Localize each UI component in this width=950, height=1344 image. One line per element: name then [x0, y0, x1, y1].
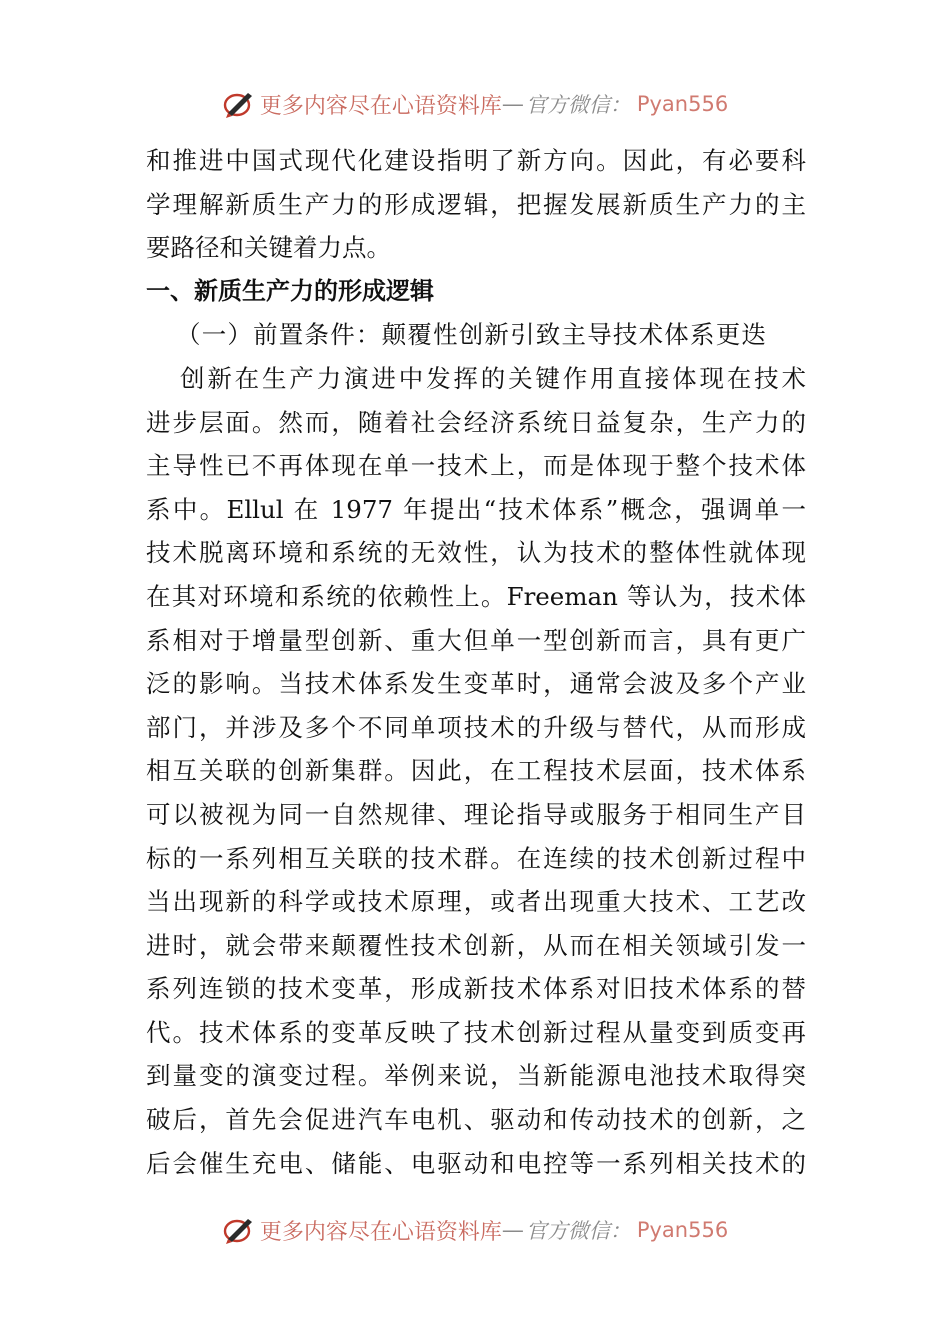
watermark-footer [0, 1212, 950, 1248]
watermark-separator: — [501, 91, 524, 117]
text-line: 要路径和关键着力点。 [146, 233, 391, 263]
watermark-official-label: 官方微信： [525, 93, 631, 117]
text-line: 在其对环境和系统的依赖性上。Freeman 等认为，技术体 [146, 581, 806, 611]
text-line: 系列连锁的技术变革，形成新技术体系对旧技术体系的替 [146, 974, 806, 1004]
watermark-header [0, 86, 950, 122]
watermark-official-label: 官方微信： [525, 1219, 631, 1243]
pen-ring-logo-icon [222, 87, 256, 121]
text-line: 标的一系列相互关联的技术群。在连续的技术创新过程中 [146, 843, 806, 873]
document-body [146, 139, 806, 1185]
section-heading: 一、新质生产力的形成逻辑 [146, 276, 434, 305]
pen-ring-logo-icon [222, 1213, 256, 1247]
text-line: 可以被视为同一自然规律、理论指导或服务于相同生产目 [146, 799, 806, 829]
watermark-main-text: 更多内容尽在心语资料库 [259, 93, 502, 119]
text-line: 后会催生充电、储能、电驱动和电控等一系列相关技术的 [146, 1148, 806, 1178]
watermark-handle: Pyan556 [636, 1218, 729, 1242]
text-line: 泛的影响。当技术体系发生变革时，通常会波及多个产业 [146, 669, 806, 699]
text-line: 当出现新的科学或技术原理，或者出现重大技术、工艺改 [146, 887, 806, 917]
text-line: 主导性已不再体现在单一技术上，而是体现于整个技术体 [146, 451, 806, 481]
text-line: 相互关联的创新集群。因此，在工程技术层面，技术体系 [146, 756, 806, 786]
text-line: 部门，并涉及多个不同单项技术的升级与替代，从而形成 [146, 712, 806, 742]
text-line: 到量变的演变过程。举例来说，当新能源电池技术取得突 [146, 1061, 806, 1091]
text-line: 系中。Ellul 在 1977 年提出“技术体系”概念，强调单一 [146, 494, 806, 524]
watermark-main-text: 更多内容尽在心语资料库 [259, 1219, 502, 1245]
text-line: 和推进中国式现代化建设指明了新方向。因此，有必要科 [146, 146, 806, 175]
text-line: 进时，就会带来颠覆性技术创新，从而在相关领域引发一 [146, 930, 806, 960]
text-line: 进步层面。然而，随着社会经济系统日益复杂，生产力的 [146, 407, 806, 437]
subsection-heading: （一）前置条件：颠覆性创新引致主导技术体系更迭 [176, 320, 768, 350]
text-line: 代。技术体系的变革反映了技术创新过程从量变到质变再 [146, 1017, 806, 1047]
text-line: 学理解新质生产力的形成逻辑，把握发展新质生产力的主 [146, 189, 806, 219]
text-line: 系相对于增量型创新、重大但单一型创新而言，具有更广 [146, 625, 806, 655]
watermark-separator: — [501, 1217, 524, 1243]
paragraph-first-line: 创新在生产力演进中发挥的关键作用直接体现在技术 [180, 363, 806, 393]
text-line: 破后，首先会促进汽车电机、驱动和传动技术的创新，之 [146, 1105, 806, 1135]
watermark-handle: Pyan556 [636, 92, 729, 116]
text-line: 技术脱离环境和系统的无效性，认为技术的整体性就体现 [146, 538, 806, 568]
